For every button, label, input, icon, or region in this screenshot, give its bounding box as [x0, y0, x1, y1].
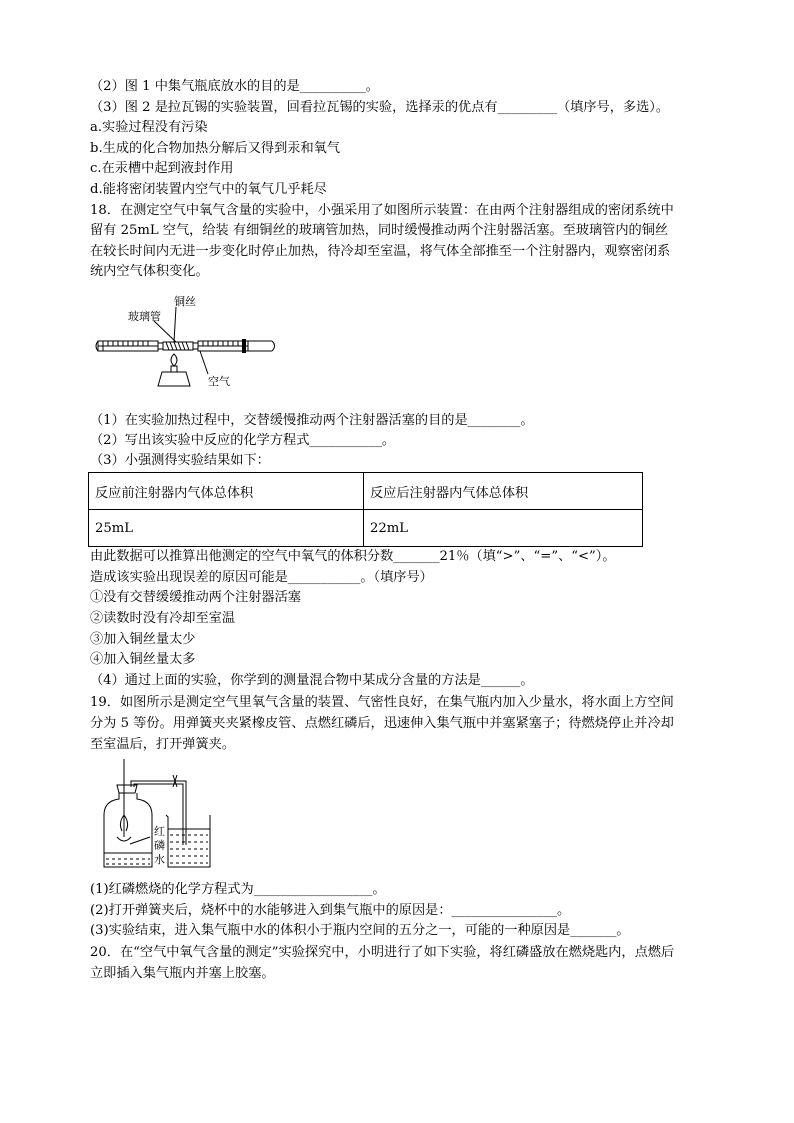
- q18-option-3: ③加入铜丝量太少: [90, 632, 196, 647]
- q18-stem-line2: 留有 25mL 空气，给装 有细铜丝的玻璃管加热，同时缓慢推动两个注射器活塞。至玻璃管内的铜丝: [90, 223, 669, 238]
- label-water: 水: [154, 854, 165, 866]
- q19-stem-line3: 至室温后，打开弹簧夹。: [90, 737, 236, 752]
- label-glass-tube: 玻璃管: [128, 311, 161, 323]
- q18-stem-line4: 统内空气体积变化。: [90, 264, 209, 279]
- label-air: 空气: [208, 376, 230, 388]
- q19-stem-line2: 分为 5 等份。用弹簧夹夹紧橡皮管、点燃红磷后，迅速伸入集气瓶中并塞紧塞子；待燃烧停止并冷却: [90, 716, 674, 731]
- q18-sub1: （1）在实验加热过程中，交替缓慢推动两个注射器活塞的目的是________。: [90, 413, 534, 428]
- q19-sub3: (3)实验结束，进入集气瓶中水的体积小于瓶内空间的五分之一，可能的一种原因是_______。: [90, 923, 630, 938]
- q18-option-2: ②读数时没有冷却至室温: [90, 611, 236, 626]
- q20-stem-line1: 20．在“空气中氧气含量的测定”实验探究中，小明进行了如下实验，将红磷盛放在燃烧匙内，点燃后: [90, 945, 675, 960]
- red-phosphorus-apparatus-figure: [100, 757, 230, 875]
- table-value-after: 22mL: [364, 510, 643, 547]
- label-phosphorus: 磷: [154, 840, 165, 852]
- results-table: [88, 472, 643, 547]
- table-header-before: 反应前注射器内气体总体积: [89, 473, 364, 510]
- table-row: [89, 473, 643, 510]
- syringe-apparatus-figure: [90, 290, 290, 400]
- label-copper-wire: 铜丝: [174, 296, 196, 308]
- q19-sub1: (1)红磷燃烧的化学方程式为__________________。: [90, 882, 386, 897]
- q18-analysis1: 由此数据可以推算出他测定的空气中氧气的体积分数_______21％（填“>”、“=”、“<”）。: [90, 549, 616, 564]
- q19-sub2: (2)打开弹簧夹后，烧杯中的水能够进入到集气瓶中的原因是：________________。: [90, 903, 571, 918]
- q17-option-b: b.生成的化合物加热分解后又得到汞和氧气: [90, 141, 341, 156]
- q18-option-4: ④加入铜丝量太多: [90, 652, 196, 667]
- label-red: 红: [154, 826, 165, 838]
- q20-stem-line2: 立即插入集气瓶内并塞上胶塞。: [90, 966, 275, 981]
- q17-part3: （3）图 2 是拉瓦锡的实验装置，回看拉瓦锡的实验，选择汞的优点有_________（填序号，多选）。: [90, 100, 670, 115]
- q18-analysis2: 造成该实验出现误差的原因可能是___________。（填序号）: [90, 570, 433, 585]
- q18-stem-line1: 18．在测定空气中氧气含量的实验中，小强采用了如图所示装置：在由两个注射器组成的密闭系统中: [90, 203, 674, 218]
- q18-sub2: （2）写出该实验中反应的化学方程式___________。: [90, 433, 396, 448]
- q17-option-c: c.在汞槽中起到液封作用: [90, 161, 234, 176]
- q18-stem-line3: 在较长时间内无进一步变化时停止加热，待冷却至室温，将气体全部推至一个注射器内，观察密闭系: [90, 244, 671, 259]
- q19-stem-line1: 19．如图所示是测定空气里氧气含量的装置、气密性良好，在集气瓶内加入少量水，将水面上方空间: [90, 695, 674, 710]
- q17-part2: （2）图 1 中集气瓶底放水的目的是__________。: [90, 79, 379, 94]
- q18-sub3: （3）小强测得实验结果如下：: [90, 453, 270, 468]
- table-header-after: 反应后注射器内气体总体积: [364, 473, 643, 510]
- table-value-before: 25mL: [89, 510, 364, 547]
- q18-sub4: （4）通过上面的实验，你学到的测量混合物中某成分含量的方法是______。: [90, 673, 534, 688]
- q17-option-a: a.实验过程没有污染: [90, 120, 208, 135]
- q17-option-d: d.能将密闭装置内空气中的氧气几乎耗尽: [90, 182, 327, 197]
- table-row: [89, 510, 643, 547]
- q18-option-1: ①没有交替缓缓推动两个注射器活塞: [90, 590, 301, 605]
